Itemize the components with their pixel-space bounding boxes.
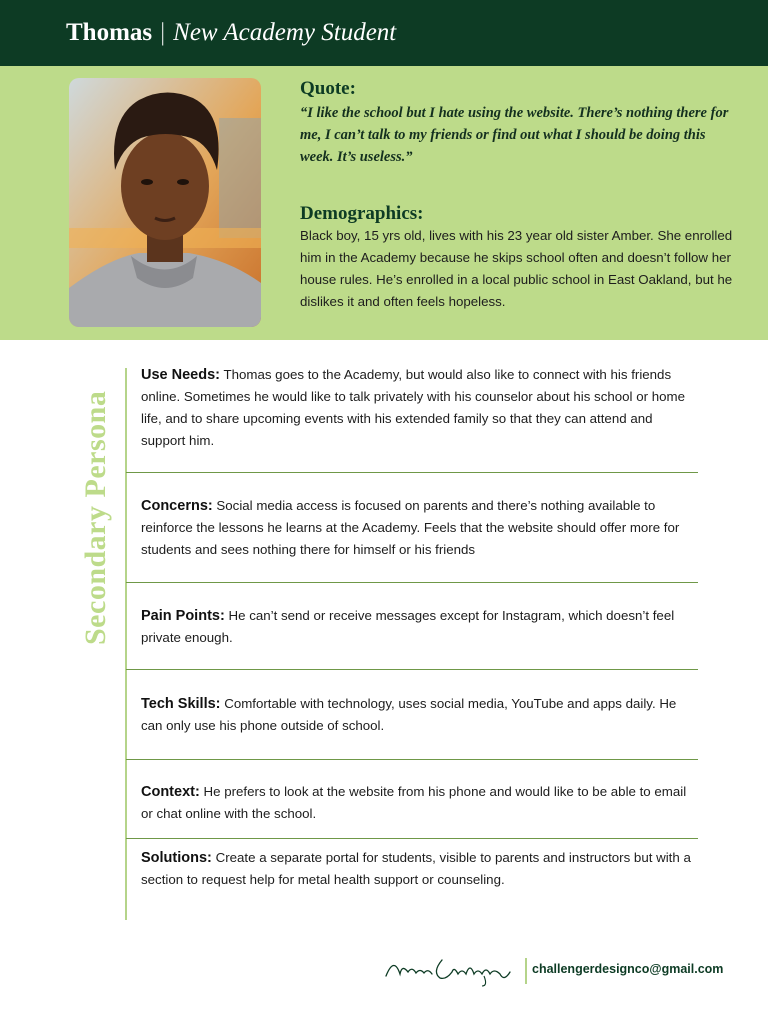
section-divider: [126, 582, 698, 583]
persona-summary-band: [0, 66, 768, 340]
designer-email[interactable]: challengerdesignco@gmail.com: [532, 962, 724, 976]
persona-photo: [69, 78, 261, 327]
section-concerns: [141, 495, 693, 561]
section-use-needs: [141, 364, 693, 452]
header-bar: [0, 0, 768, 66]
quote-heading: Quote:: [300, 78, 356, 99]
quote-text: “I like the school but I hate using the website. There’s nothing there for me, I can’t talk to my friends or find out what I should be doing this week. It’s useless.”: [300, 105, 729, 165]
section-text: Thomas goes to the Academy, but would also like to connect with his friends online. Sometimes he would like to talk privately with his counselor about his school or home life, and to share upcoming events with his extended family so that they can attend and support him.: [141, 367, 685, 448]
section-pain-points: [141, 605, 693, 649]
persona-name: Thomas: [66, 19, 153, 46]
section-divider: [126, 669, 698, 670]
persona-role: New Academy Student: [173, 19, 397, 46]
section-divider: [126, 472, 698, 473]
demographics-block: [300, 203, 740, 313]
section-text: Social media access is focused on parents and there’s nothing available to reinforce the lessons he learns at the Academy. Feels that the website should offer more for students and sees nothing there for himself or his friends: [141, 498, 680, 557]
section-label: Solutions:: [141, 850, 212, 866]
section-divider: [126, 838, 698, 839]
demographics-text: Black boy, 15 yrs old, lives with his 23 year old sister Amber. She enrolled him in the Academy because he skips school often and doesn’t follow her house rules. He’s enrolled in a local public school in East Oakland, but he dislikes it and often feels hopeless.: [300, 228, 733, 309]
section-context: [141, 781, 693, 825]
section-label: Tech Skills:: [141, 696, 221, 712]
section-text: Create a separate portal for students, visible to parents and instructors but with a section to request help for metal health support or counseling.: [141, 850, 691, 887]
demographics-heading: Demographics:: [300, 203, 424, 224]
title-separator: |: [160, 19, 166, 46]
designer-signature: [384, 952, 524, 988]
section-text: He prefers to look at the website from his phone and would like to be able to email or chat online with the school.: [141, 784, 687, 821]
section-label: Context:: [141, 784, 200, 800]
section-label: Use Needs:: [141, 367, 220, 383]
section-divider: [126, 759, 698, 760]
section-text: Comfortable with technology, uses social media, YouTube and apps daily. He can only use his phone outside of school.: [141, 696, 677, 733]
quote-block: [300, 78, 740, 168]
section-label: Concerns:: [141, 498, 213, 514]
section-solutions: [141, 847, 693, 891]
footer-separator: [525, 958, 527, 984]
section-text: He can’t send or receive messages except for Instagram, which doesn’t feel private enough.: [141, 608, 675, 645]
section-tech-skills: [141, 693, 693, 737]
section-label: Pain Points:: [141, 608, 225, 624]
persona-type-label: Secondary Persona: [79, 390, 112, 645]
